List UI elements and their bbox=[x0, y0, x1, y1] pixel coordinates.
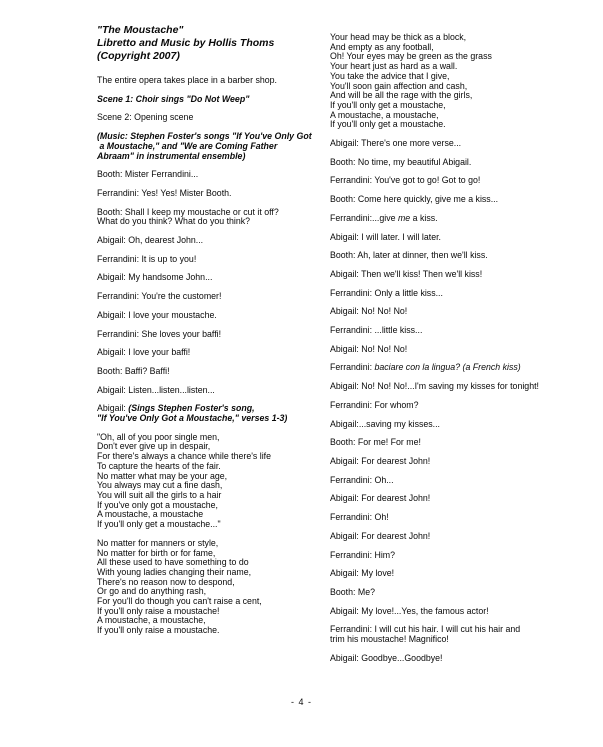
text-line bbox=[97, 520, 323, 530]
paragraph bbox=[97, 76, 323, 86]
paragraph bbox=[97, 24, 323, 63]
text-line bbox=[330, 307, 582, 317]
paragraph bbox=[330, 251, 582, 261]
text-line bbox=[330, 233, 582, 243]
paragraph bbox=[330, 326, 582, 336]
text-segment: You will suit all the girls to a hair bbox=[97, 489, 222, 500]
paragraph bbox=[97, 95, 323, 105]
text-line bbox=[97, 626, 323, 636]
paragraph bbox=[330, 33, 582, 130]
paragraph bbox=[330, 532, 582, 542]
text-segment: "If You've Only Got a Moustache," verses 1-3) bbox=[97, 413, 288, 424]
text-segment: Abigail:...saving my kisses... bbox=[330, 418, 440, 429]
text-line bbox=[330, 476, 582, 486]
text-line bbox=[330, 551, 582, 561]
text-segment: Abigail: Listen...listen...listen... bbox=[97, 384, 215, 395]
text-segment: You'll soon gain affection and cash, bbox=[330, 80, 468, 91]
text-line bbox=[330, 532, 582, 542]
text-segment: Booth: No time, my beautiful Abigail. bbox=[330, 156, 472, 167]
text-segment: If you'll only get a moustache, bbox=[330, 99, 446, 110]
text-line bbox=[97, 217, 323, 227]
text-line bbox=[330, 214, 582, 224]
text-segment: If you've only got a moustache, bbox=[97, 499, 218, 510]
text-segment: me bbox=[397, 212, 411, 223]
text-segment: You always may cut a fine dash, bbox=[97, 480, 223, 491]
text-segment: Ferrandini: You're the customer! bbox=[97, 291, 222, 302]
text-line bbox=[330, 251, 582, 261]
text-segment: Abraam" in instrumental ensemble) bbox=[97, 150, 246, 161]
text-segment: Abigail: For dearest John! bbox=[330, 530, 431, 541]
paragraph bbox=[330, 345, 582, 355]
text-line bbox=[330, 401, 582, 411]
text-line bbox=[97, 367, 323, 377]
text-line bbox=[97, 311, 323, 321]
text-segment: A moustache, a moustache bbox=[97, 509, 204, 520]
text-segment: Abigail: I love your baffi! bbox=[97, 347, 191, 358]
text-segment: Abigail: I love your moustache. bbox=[97, 309, 217, 320]
text-segment: For you'll do though you can't raise a cent, bbox=[97, 596, 262, 607]
text-segment: a kiss. bbox=[410, 212, 438, 223]
text-line bbox=[330, 158, 582, 168]
paragraph bbox=[330, 654, 582, 664]
paragraph bbox=[330, 551, 582, 561]
paragraph bbox=[330, 569, 582, 579]
text-segment: (Sings Stephen Foster's song, bbox=[128, 403, 255, 414]
text-segment: Abigail: Then we'll kiss! Then we'll kiss! bbox=[330, 268, 483, 279]
text-segment: Ferrandini: Oh! bbox=[330, 512, 389, 523]
text-segment: Abigail: I will later. I will later. bbox=[330, 231, 441, 242]
paragraph bbox=[97, 367, 323, 377]
text-segment: (Copyright 2007) bbox=[97, 50, 180, 62]
text-line bbox=[97, 292, 323, 302]
paragraph bbox=[330, 494, 582, 504]
text-segment: Oh! Your eyes may be green as the grass bbox=[330, 51, 492, 62]
text-segment: Booth: Mister Ferrandini... bbox=[97, 169, 199, 180]
text-segment: All these used to have something to do bbox=[97, 557, 249, 568]
text-segment: If you'll only get a moustache. bbox=[330, 119, 446, 130]
text-line bbox=[330, 420, 582, 430]
paragraph bbox=[330, 457, 582, 467]
text-line bbox=[330, 438, 582, 448]
text-line bbox=[97, 386, 323, 396]
text-line bbox=[330, 139, 582, 149]
text-segment: Your heart just as hard as a wall. bbox=[330, 61, 458, 72]
text-segment: Libretto and Music by Hollis Thoms bbox=[97, 37, 275, 49]
text-line bbox=[97, 50, 323, 63]
text-segment: There's no reason now to despond, bbox=[97, 576, 235, 587]
text-segment: A moustache, a moustache, bbox=[97, 615, 206, 626]
text-segment: Don't ever give up in despair, bbox=[97, 441, 211, 452]
text-segment: The entire opera takes place in a barber shop. bbox=[97, 75, 277, 85]
text-segment: Your head may be thick as a block, bbox=[330, 32, 467, 42]
text-line bbox=[330, 270, 582, 280]
text-segment: trim his moustache! Magnifico! bbox=[330, 634, 449, 645]
text-line bbox=[330, 494, 582, 504]
paragraph bbox=[330, 289, 582, 299]
text-segment: For there's always a chance while there's life bbox=[97, 451, 272, 462]
paragraph bbox=[330, 588, 582, 598]
paragraph bbox=[97, 433, 323, 530]
text-segment: Ferrandini: She loves your baffi! bbox=[97, 328, 222, 339]
text-line bbox=[97, 95, 323, 105]
text-line bbox=[330, 382, 582, 392]
text-segment: Abigail: Goodbye...Goodbye! bbox=[330, 652, 443, 663]
text-line bbox=[97, 236, 323, 246]
column-left bbox=[97, 24, 323, 645]
paragraph bbox=[97, 348, 323, 358]
text-line bbox=[97, 76, 323, 86]
text-segment: With young ladies changing their name, bbox=[97, 566, 252, 577]
text-line bbox=[330, 635, 582, 645]
paragraph bbox=[97, 255, 323, 265]
text-line bbox=[97, 24, 323, 37]
paragraph bbox=[330, 382, 582, 392]
text-line bbox=[97, 348, 323, 358]
text-segment: Abigail: There's one more verse... bbox=[330, 138, 462, 149]
paragraph bbox=[330, 139, 582, 149]
text-segment: Ferrandini: You've got to go! Got to go! bbox=[330, 175, 481, 186]
text-segment: Booth: Baffi? Baffi! bbox=[97, 365, 170, 376]
paragraph bbox=[97, 132, 323, 161]
text-line bbox=[330, 607, 582, 617]
column-right bbox=[330, 33, 582, 672]
paragraph bbox=[97, 170, 323, 180]
text-segment: What do you think? What do you think? bbox=[97, 216, 251, 227]
text-segment: A moustache, a moustache, bbox=[330, 109, 439, 120]
text-segment: Ferrandini: ...little kiss... bbox=[330, 325, 423, 336]
paragraph bbox=[97, 539, 323, 636]
paragraph bbox=[330, 625, 582, 644]
text-segment: Or go and do anything rash, bbox=[97, 586, 207, 597]
text-segment: Booth: Shall I keep my moustache or cut it off? bbox=[97, 206, 279, 217]
paragraph bbox=[97, 386, 323, 396]
text-line bbox=[330, 569, 582, 579]
text-line bbox=[97, 255, 323, 265]
text-segment: If you'll only raise a moustache. bbox=[97, 625, 220, 636]
text-line bbox=[330, 457, 582, 467]
text-line bbox=[330, 176, 582, 186]
paragraph bbox=[330, 270, 582, 280]
text-segment: Ferrandini: I will cut his hair. I will cut his hair and bbox=[330, 624, 521, 635]
paragraph bbox=[330, 438, 582, 448]
text-segment: Booth: Ah, later at dinner, then we'll kiss. bbox=[330, 250, 488, 261]
paragraph bbox=[330, 195, 582, 205]
text-line bbox=[330, 120, 582, 130]
paragraph bbox=[330, 476, 582, 486]
text-segment: No matter for manners or style, bbox=[97, 537, 219, 548]
text-line bbox=[330, 363, 582, 373]
text-segment: Booth: Come here quickly, give me a kiss... bbox=[330, 194, 499, 205]
paragraph bbox=[330, 176, 582, 186]
text-segment: To capture the hearts of the fair. bbox=[97, 460, 221, 471]
text-line bbox=[330, 513, 582, 523]
paragraph bbox=[97, 292, 323, 302]
text-segment: And empty as any football, bbox=[330, 41, 434, 52]
text-segment: Abigail: For dearest John! bbox=[330, 455, 431, 466]
paragraph bbox=[330, 401, 582, 411]
text-segment: "Oh, all of you poor single men, bbox=[97, 431, 220, 442]
text-segment: If you'll only raise a moustache! bbox=[97, 605, 220, 616]
paragraph bbox=[97, 113, 323, 123]
text-segment: Booth: Me? bbox=[330, 586, 375, 597]
text-segment: No matter for birth or for fame, bbox=[97, 547, 216, 558]
paragraph bbox=[97, 189, 323, 199]
text-segment: Abigail: No! No! No! bbox=[330, 343, 408, 354]
paragraph bbox=[330, 607, 582, 617]
text-line bbox=[330, 326, 582, 336]
text-segment: Abigail: No! No! No! bbox=[330, 306, 408, 317]
text-segment: Abigail: bbox=[97, 403, 129, 414]
text-line bbox=[97, 37, 323, 50]
text-segment: Ferrandini: Oh... bbox=[330, 474, 394, 485]
text-segment: Ferrandini: Him? bbox=[330, 549, 396, 560]
text-line bbox=[97, 273, 323, 283]
text-segment: Abigail: Oh, dearest John... bbox=[97, 235, 204, 246]
paragraph bbox=[97, 311, 323, 321]
text-segment: (Music: Stephen Foster's songs "If You've Only Got bbox=[97, 131, 312, 142]
paragraph bbox=[330, 363, 582, 373]
paragraph bbox=[330, 158, 582, 168]
text-segment: No matter what may be your age, bbox=[97, 470, 228, 481]
text-line bbox=[97, 189, 323, 199]
text-line bbox=[330, 654, 582, 664]
text-segment: Ferrandini: For whom? bbox=[330, 399, 419, 410]
text-line bbox=[330, 345, 582, 355]
text-segment: Abigail: No! No! No!...I'm saving my kisses for tonight! bbox=[330, 381, 539, 392]
text-segment: Abigail: My love!...Yes, the famous actor! bbox=[330, 605, 489, 616]
text-line bbox=[97, 152, 323, 162]
paragraph bbox=[330, 233, 582, 243]
page-number: - 4 - bbox=[290, 697, 312, 707]
paragraph bbox=[97, 404, 323, 423]
text-segment: Scene 1: Choir sings "Do Not Weep" bbox=[97, 93, 250, 104]
paragraph bbox=[97, 208, 323, 227]
text-line bbox=[330, 588, 582, 598]
text-line bbox=[97, 330, 323, 340]
paragraph bbox=[97, 236, 323, 246]
text-segment: Abigail: My love! bbox=[330, 568, 395, 579]
paragraph bbox=[330, 513, 582, 523]
text-line bbox=[330, 195, 582, 205]
text-line bbox=[330, 289, 582, 299]
text-line bbox=[97, 170, 323, 180]
text-segment: Ferrandini: Yes! Yes! Mister Booth. bbox=[97, 187, 232, 198]
text-segment: a Moustache," and "We are Coming Father bbox=[97, 140, 278, 151]
text-segment: If you'll only get a moustache..." bbox=[97, 519, 221, 530]
text-line bbox=[97, 414, 323, 424]
text-segment: Abigail: For dearest John! bbox=[330, 493, 431, 504]
text-segment: Ferrandini: It is up to you! bbox=[97, 253, 197, 264]
text-segment: You take the advice that I give, bbox=[330, 70, 450, 81]
paragraph bbox=[330, 307, 582, 317]
text-line bbox=[97, 113, 323, 123]
text-segment: "The Moustache" bbox=[97, 24, 184, 36]
text-segment: Booth: For me! For me! bbox=[330, 437, 421, 448]
text-segment: Abigail: My handsome John... bbox=[97, 272, 213, 283]
paragraph bbox=[97, 273, 323, 283]
text-segment: And will be all the rage with the girls, bbox=[330, 90, 473, 101]
paragraph bbox=[330, 214, 582, 224]
text-segment: Ferrandini:...give bbox=[330, 212, 398, 223]
text-segment: Scene 2: Opening scene bbox=[97, 112, 194, 123]
text-segment: Ferrandini: bbox=[330, 362, 375, 373]
paragraph bbox=[97, 330, 323, 340]
paragraph bbox=[330, 420, 582, 430]
text-segment: Ferrandini: Only a little kiss... bbox=[330, 287, 443, 298]
text-segment: baciare con la lingua? (a French kiss) bbox=[374, 362, 521, 373]
